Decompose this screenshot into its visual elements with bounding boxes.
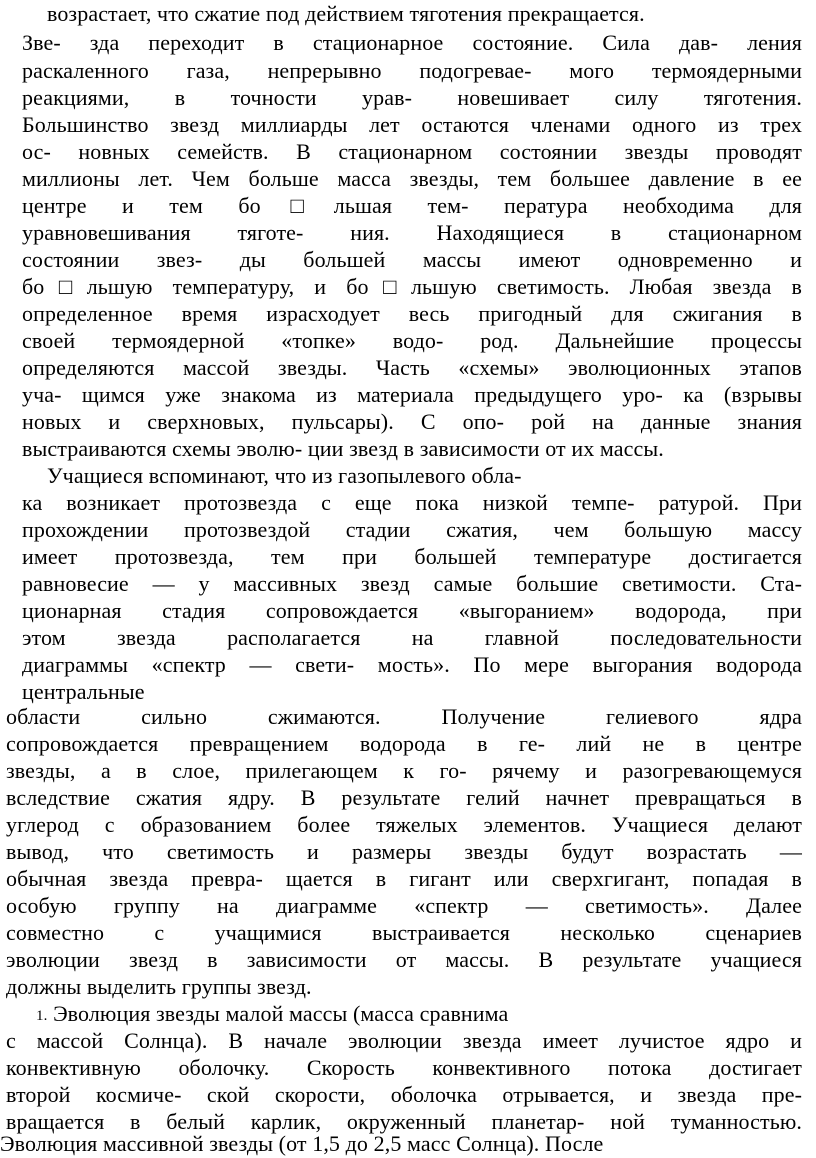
text-line-32: вывод, что светимость и размеры звезды будут возрастать — xyxy=(6,839,802,864)
text-line-29: звезды, а в слое, прилегающем к го- рячему и разогревающемуся xyxy=(6,758,802,783)
text-line-7: миллионы лет. Чем больше масса звезды, тем большее давление в ее xyxy=(22,166,802,191)
text-line-35: совместно с учащимися выстраивается несколько сценариев xyxy=(6,920,802,945)
text-line-16: новых и сверхновых, пульсары). С опо- рой на данные знания xyxy=(22,409,802,434)
text-line-4: реакциями, в точности урав- новешивает силу тяготения. xyxy=(22,85,802,110)
list-item-text: Эволюция звезды малой массы (масса сравнима xyxy=(53,1001,509,1026)
text-line-36: эволюции звезд в зависимости от массы. В результате учащиеся xyxy=(6,947,802,972)
text-line-11: бо□льшую температуру, и бо□льшую светимость. Любая звезда в xyxy=(22,274,802,299)
text-line-33: обычная звезда превра- щается в гигант или сверхгигант, попадая в xyxy=(6,866,802,891)
text-line-17: выстраиваются схемы эволю- ции звезд в зависимости от их массы. xyxy=(22,436,664,461)
text-line-24: этом звезда располагается на главной последовательности xyxy=(22,625,802,650)
text-line-20: прохождении протозвездой стадии сжатия, чем большую массу xyxy=(22,517,802,542)
text-line-13: своей термоядерной «топке» водо- род. Дальнейшие процессы xyxy=(22,328,802,353)
text-line-18: Учащиеся вспоминают, что из газопылевого обла- xyxy=(47,463,522,488)
text-line-22: равновесие — у массивных звезд самые большие светимости. Ста- xyxy=(22,571,802,596)
text-line-8: центре и тем бо□льшая тем- пература необходима для xyxy=(22,193,802,218)
text-line-5: Большинство звезд миллиарды лет остаются членами одного из трех xyxy=(22,112,802,137)
text-line-19: ка возникает протозвезда с еще пока низкой темпе- ратурой. При xyxy=(22,490,802,515)
text-line-41: второй космиче- ской скорости, оболочка отрывается, и звезда пре- xyxy=(6,1082,802,1107)
text-line-2: Зве- зда переходит в стационарное состояние. Сила дав- ления xyxy=(22,30,802,55)
text-line-28: сопровождается превращением водорода в ге- лий не в центре xyxy=(6,731,802,756)
text-line-37: должны выделить группы звезд. xyxy=(6,974,312,999)
text-line-23: ционарная стадия сопровождается «выгоранием» водорода, при xyxy=(22,598,802,623)
text-line-6: ос- новных семейств. В стационарном состоянии звезды проводят xyxy=(22,139,802,164)
text-line-21: имеет протозвезда, тем при большей температуре достигается xyxy=(22,544,802,569)
text-line-40: конвективную оболочку. Скорость конвективного потока достигает xyxy=(6,1055,802,1080)
list-number: 1. xyxy=(36,1008,48,1024)
text-line-34: особую группу на диаграмме «спектр — светимость». Далее xyxy=(6,893,802,918)
text-line-26: центральные xyxy=(22,679,145,704)
text-line-3: раскаленного газа, непрерывно подогревае- мого термоядерными xyxy=(22,58,802,83)
text-line-1: возрастает, что сжатие под действием тяготения прекращается. xyxy=(47,1,645,26)
text-line-42: вращается в белый карлик, окруженный планетар- ной туманностью. xyxy=(6,1109,802,1134)
text-line-43: Эволюция массивной звезды (от 1,5 до 2,5 масс Солнца). После xyxy=(0,1131,604,1156)
list-item-1 xyxy=(36,1001,676,1028)
text-line-25: диаграммы «спектр — свети- мость». По мере выгорания водорода xyxy=(22,652,802,677)
text-line-39: с массой Солнца). В начале эволюции звезда имеет лучистое ядро и xyxy=(6,1028,802,1053)
text-line-10: состоянии звез- ды большей массы имеют одновременно и xyxy=(22,247,802,272)
text-line-30: вследствие сжатия ядру. В результате гелий начнет превращаться в xyxy=(6,785,802,810)
text-line-15: уча- щимся уже знакома из материала предыдущего уро- ка (взрывы xyxy=(22,382,802,407)
text-line-31: углерод с образованием более тяжелых элементов. Учащиеся делают xyxy=(6,812,802,837)
text-line-14: определяются массой звезды. Часть «схемы» эволюционных этапов xyxy=(22,355,802,380)
text-line-12: определенное время израсходует весь пригодный для сжигания в xyxy=(22,301,802,326)
text-line-27: области сильно сжимаются. Получение гелиевого ядра xyxy=(6,704,802,729)
text-line-9: уравновешивания тяготе- ния. Находящиеся в стационарном xyxy=(22,220,802,245)
